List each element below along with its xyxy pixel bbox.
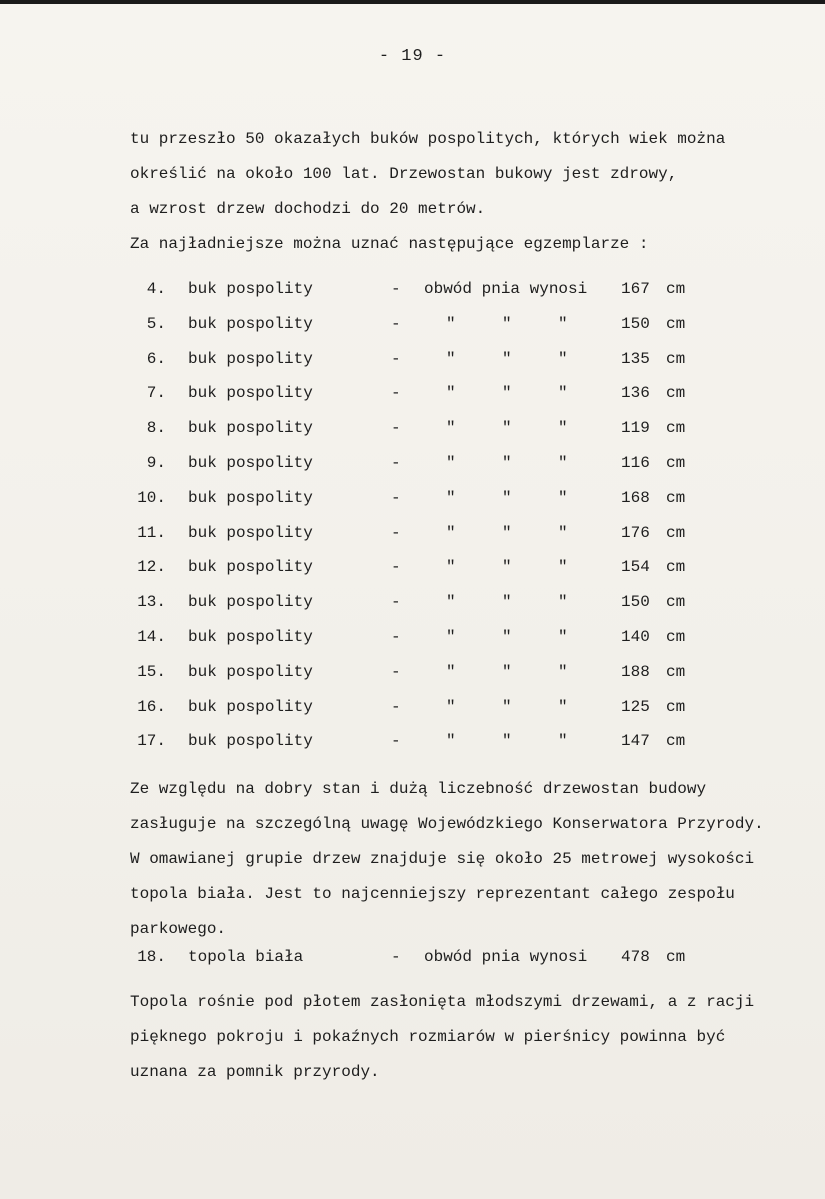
dash: - bbox=[391, 732, 401, 751]
tree-number: 16. bbox=[137, 697, 166, 716]
girth-value: 188 bbox=[621, 662, 650, 681]
girth-unit: cm bbox=[666, 384, 686, 403]
tree-row bbox=[0, 724, 825, 759]
ditto-mark: " bbox=[446, 349, 456, 368]
tree-number: 5. bbox=[146, 314, 166, 333]
dash: - bbox=[391, 593, 401, 612]
ditto-mark: " bbox=[446, 558, 456, 577]
tree-number: 10. bbox=[137, 488, 166, 507]
tree-name: buk pospolity bbox=[188, 314, 313, 333]
girth-value: 135 bbox=[621, 349, 650, 368]
tree-name: buk pospolity bbox=[188, 419, 313, 438]
dash: - bbox=[391, 488, 401, 507]
girth-unit: cm bbox=[666, 593, 686, 612]
intro-line: określić na około 100 lat. Drzewostan bukowy jest zdrowy, bbox=[130, 165, 678, 183]
dash: - bbox=[391, 454, 401, 472]
intro-line: tu przeszło 50 okazałych buków pospolitych, których wiek można bbox=[130, 130, 726, 148]
ditto-mark: " bbox=[558, 628, 568, 646]
tree-number: 11. bbox=[137, 523, 166, 542]
girth-unit: cm bbox=[666, 523, 686, 542]
girth-value: 125 bbox=[621, 697, 650, 716]
girth-value: 136 bbox=[621, 384, 650, 403]
girth-unit: cm bbox=[666, 558, 686, 577]
ditto-mark: " bbox=[446, 454, 456, 472]
tree-number: 9. bbox=[146, 454, 166, 472]
tree-row bbox=[0, 690, 825, 725]
tree-number: 8. bbox=[146, 419, 166, 438]
ditto-mark: " bbox=[558, 488, 568, 507]
dash: - bbox=[391, 662, 401, 681]
ditto-mark: " bbox=[502, 488, 512, 507]
dash: - bbox=[391, 349, 401, 368]
girth-unit: cm bbox=[666, 454, 686, 472]
tree-name: buk pospolity bbox=[188, 732, 313, 751]
tree-number: 6. bbox=[146, 349, 166, 368]
ditto-mark: " bbox=[558, 454, 568, 472]
ditto-mark: " bbox=[558, 384, 568, 403]
dash: - bbox=[391, 948, 401, 966]
dash: - bbox=[391, 314, 401, 333]
tree-name: buk pospolity bbox=[188, 454, 313, 472]
ditto-mark: " bbox=[446, 732, 456, 751]
ditto-mark: " bbox=[502, 384, 512, 403]
girth-value: 154 bbox=[621, 558, 650, 577]
tree-row bbox=[0, 585, 825, 620]
ditto-mark: " bbox=[502, 349, 512, 368]
tree-row bbox=[0, 342, 825, 377]
ditto-mark: " bbox=[558, 662, 568, 681]
ditto-mark: " bbox=[446, 314, 456, 333]
closing-paragraph bbox=[130, 985, 754, 1090]
closing-line: pięknego pokroju i pokaźnych rozmiarów w pierśnicy powinna być bbox=[130, 1028, 726, 1046]
tree-number: 12. bbox=[137, 558, 166, 577]
girth-value: 478 bbox=[621, 948, 650, 966]
girth-unit: cm bbox=[666, 948, 686, 966]
ditto-mark: " bbox=[558, 523, 568, 542]
girth-value: 147 bbox=[621, 732, 650, 751]
dash: - bbox=[391, 419, 401, 438]
girth-unit: cm bbox=[666, 732, 686, 751]
tree-name: buk pospolity bbox=[188, 280, 313, 298]
tree-row bbox=[0, 550, 825, 585]
tree-name: buk pospolity bbox=[188, 697, 313, 716]
tree-number: 14. bbox=[137, 628, 166, 646]
ditto-mark: " bbox=[502, 454, 512, 472]
ditto-mark: " bbox=[558, 558, 568, 577]
ditto-mark: " bbox=[446, 523, 456, 542]
ditto-mark: " bbox=[502, 732, 512, 751]
girth-unit: cm bbox=[666, 349, 686, 368]
ditto-mark: " bbox=[446, 697, 456, 716]
ditto-mark: " bbox=[446, 419, 456, 438]
girth-value: 150 bbox=[621, 593, 650, 612]
ditto-mark: " bbox=[446, 662, 456, 681]
poplar-row bbox=[0, 940, 825, 975]
middle-line: Ze względu na dobry stan i dużą liczebność drzewostan budowy bbox=[130, 780, 707, 798]
tree-row bbox=[0, 620, 825, 655]
girth-unit: cm bbox=[666, 280, 686, 298]
middle-line: parkowego. bbox=[130, 920, 227, 938]
dash: - bbox=[391, 523, 401, 542]
ditto-mark: " bbox=[502, 558, 512, 577]
tree-row bbox=[0, 411, 825, 446]
ditto-mark: " bbox=[502, 628, 512, 646]
tree-row bbox=[0, 481, 825, 516]
middle-line: zasługuje na szczególną uwagę Wojewódzkiego Konserwatora Przyrody. bbox=[130, 815, 764, 833]
tree-row bbox=[0, 655, 825, 690]
girth-unit: cm bbox=[666, 419, 686, 438]
dash: - bbox=[391, 697, 401, 716]
tree-name: buk pospolity bbox=[188, 628, 313, 646]
measure-label: obwód pnia wynosi bbox=[424, 280, 588, 298]
ditto-mark: " bbox=[446, 384, 456, 403]
page-number: - 19 - bbox=[378, 47, 447, 66]
girth-unit: cm bbox=[666, 697, 686, 716]
tree-name: buk pospolity bbox=[188, 523, 313, 542]
middle-line: W omawianej grupie drzew znajduje się około 25 metrowej wysokości bbox=[130, 850, 755, 868]
measure-label: obwód pnia wynosi bbox=[424, 948, 588, 966]
ditto-mark: " bbox=[446, 628, 456, 646]
tree-name: buk pospolity bbox=[188, 384, 313, 403]
ditto-mark: " bbox=[558, 419, 568, 438]
ditto-mark: " bbox=[502, 697, 512, 716]
ditto-mark: " bbox=[446, 593, 456, 612]
dash: - bbox=[391, 558, 401, 577]
ditto-mark: " bbox=[446, 488, 456, 507]
tree-number: 4. bbox=[146, 280, 166, 298]
girth-unit: cm bbox=[666, 662, 686, 681]
tree-row bbox=[0, 272, 825, 307]
ditto-mark: " bbox=[502, 419, 512, 438]
ditto-mark: " bbox=[558, 697, 568, 716]
ditto-mark: " bbox=[502, 314, 512, 333]
girth-value: 150 bbox=[621, 314, 650, 333]
tree-name: topola biała bbox=[188, 948, 304, 966]
ditto-mark: " bbox=[502, 593, 512, 612]
tree-name: buk pospolity bbox=[188, 349, 313, 368]
ditto-mark: " bbox=[558, 732, 568, 751]
tree-number: 15. bbox=[137, 662, 166, 681]
girth-unit: cm bbox=[666, 628, 686, 646]
middle-line: topola biała. Jest to najcenniejszy reprezentant całego zespołu bbox=[130, 885, 735, 903]
ditto-mark: " bbox=[502, 662, 512, 681]
tree-name: buk pospolity bbox=[188, 488, 313, 507]
tree-number: 7. bbox=[146, 384, 166, 403]
ditto-mark: " bbox=[502, 523, 512, 542]
ditto-mark: " bbox=[558, 314, 568, 333]
dash: - bbox=[391, 280, 401, 298]
tree-name: buk pospolity bbox=[188, 593, 313, 612]
tree-row bbox=[0, 307, 825, 342]
dash: - bbox=[391, 628, 401, 646]
girth-value: 140 bbox=[621, 628, 650, 646]
intro-line: a wzrost drzew dochodzi do 20 metrów. bbox=[130, 200, 486, 218]
tree-row bbox=[0, 376, 825, 411]
girth-value: 167 bbox=[621, 280, 650, 298]
intro-line: Za najładniejsze można uznać następujące egzemplarze : bbox=[130, 235, 649, 253]
tree-row bbox=[0, 516, 825, 551]
intro-paragraph bbox=[130, 122, 725, 262]
dash: - bbox=[391, 384, 401, 403]
closing-line: Topola rośnie pod płotem zasłonięta młodszymi drzewami, a z racji bbox=[130, 993, 755, 1011]
scan-top-edge bbox=[0, 0, 825, 4]
tree-row bbox=[0, 446, 825, 481]
girth-unit: cm bbox=[666, 314, 686, 333]
ditto-mark: " bbox=[558, 349, 568, 368]
tree-name: buk pospolity bbox=[188, 558, 313, 577]
tree-number: 13. bbox=[137, 593, 166, 612]
ditto-mark: " bbox=[558, 593, 568, 612]
girth-value: 168 bbox=[621, 488, 650, 507]
girth-value: 119 bbox=[621, 419, 650, 438]
tree-name: buk pospolity bbox=[188, 662, 313, 681]
middle-paragraph bbox=[130, 772, 764, 947]
girth-value: 116 bbox=[621, 454, 650, 472]
tree-number: 17. bbox=[137, 732, 166, 751]
tree-number: 18. bbox=[137, 948, 166, 966]
closing-line: uznana za pomnik przyrody. bbox=[130, 1063, 380, 1081]
girth-value: 176 bbox=[621, 523, 650, 542]
girth-unit: cm bbox=[666, 488, 686, 507]
